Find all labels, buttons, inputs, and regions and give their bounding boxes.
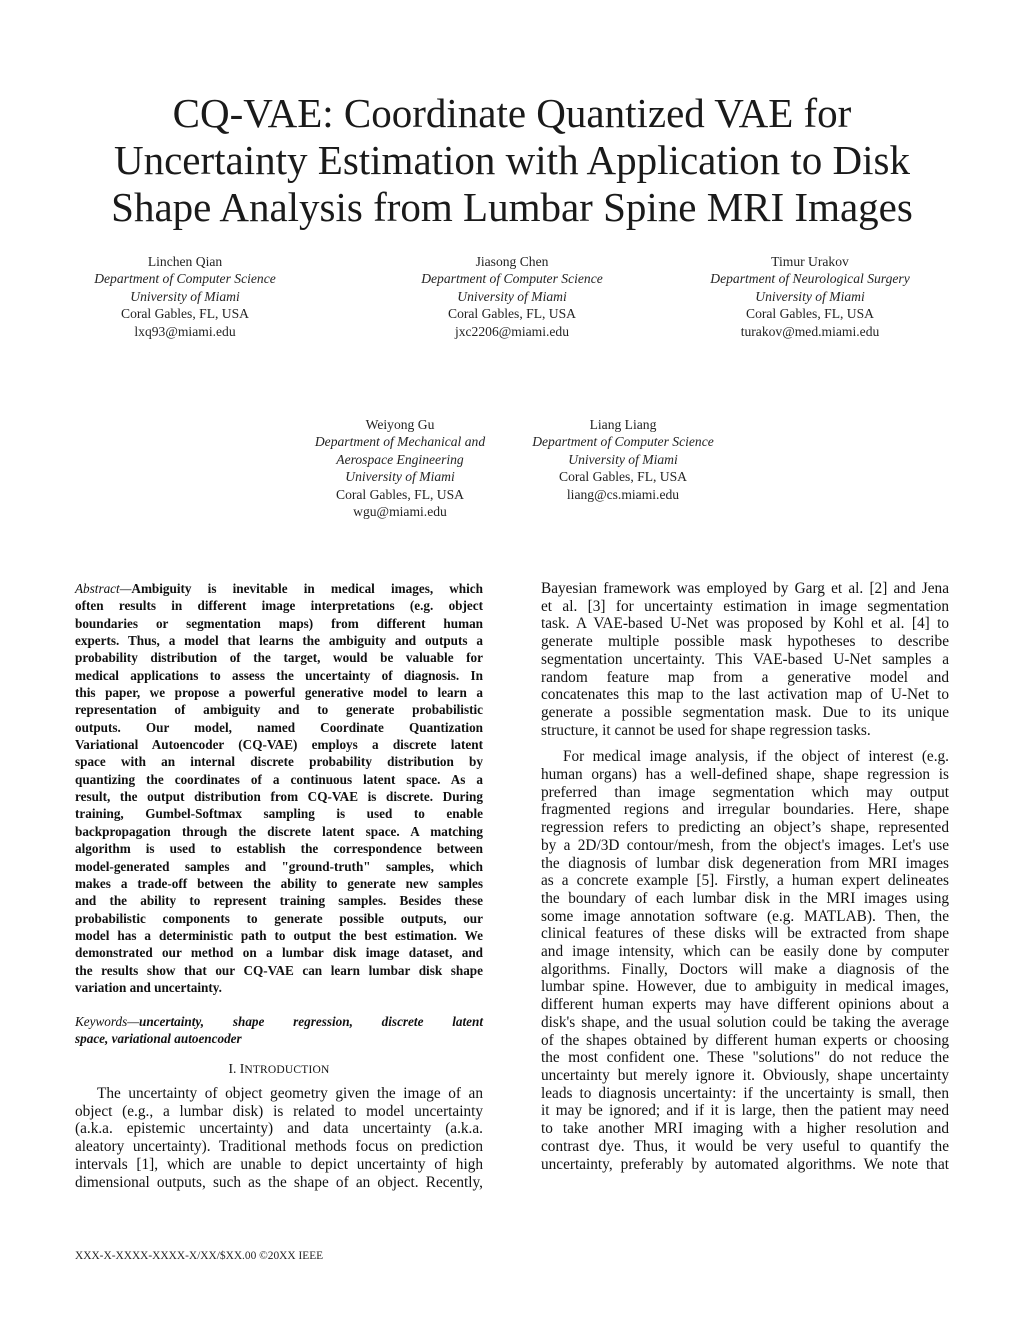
body-line: of the shapes obtained by different human experts or choosing [541, 1031, 949, 1049]
abstract-line: algorithm is used to establish the correspondence between [75, 841, 483, 857]
body-line: preferred than image segmentation which may output [541, 783, 949, 801]
body-line: dimensional outputs, such as the shape of an object. Recently, [75, 1173, 483, 1191]
body-line: uncertainty, preferably by automated algorithms. We note that [541, 1155, 949, 1173]
body-line: intervals [1], which are unable to depict uncertainty of high [75, 1155, 483, 1173]
body-line: contrast dye. Thus, it would be very useful to quantify the [541, 1137, 949, 1155]
abstract-line: result, the output distribution from CQ-VAE is discrete. During [75, 789, 483, 805]
body-line: generate a possible segmentation mask. Due to its unique [541, 703, 949, 721]
body-line: human organs) has a well-defined shape, shape regression is [541, 766, 949, 784]
abstract [75, 580, 483, 996]
abstract-line: probability distribution of the target, would be valuable for [75, 650, 483, 666]
abstract-line: training, Gumbel-Softmax sampling is used to enable [75, 806, 483, 822]
body-line: different human experts may have different opinions about a [541, 996, 949, 1014]
paragraph-related-work [541, 580, 949, 739]
body-line: the diagnosis of lumbar disk degeneration from MRI images [541, 854, 949, 872]
author-department: Department of Computer Science [94, 271, 276, 287]
body-line: to take another MRI imaging with a higher resolution and [541, 1120, 949, 1138]
author-location: Coral Gables, FL, USA [336, 486, 464, 502]
body-line: object (e.g., a lumbar disk) is related to model uncertainty [75, 1102, 483, 1120]
body-line: uncertainty but merely ignore it. Obviously, shape uncertainty [541, 1066, 949, 1084]
abstract-line: quantizing the coordinates of a continuous latent space. As a [75, 771, 483, 787]
title-line: Uncertainty Estimation with Application to Disk [114, 137, 910, 183]
body-line: and image intensity, which can be easily done by computer [541, 943, 949, 961]
body-line: Bayesian framework was employed by Garg et al. [2] and Jena [541, 580, 949, 597]
author-department: Aerospace Engineering [336, 451, 464, 467]
body-line: by a 2D/3D contour/mesh, from the object's images. Let's use [541, 836, 949, 854]
author-department: Department of Computer Science [421, 271, 603, 287]
section-title: INTRODUCTION [239, 1061, 330, 1076]
author-email: liang@cs.miami.edu [566, 486, 680, 502]
keywords [75, 1013, 483, 1048]
abstract-line: outputs. Our model, named Coordinate Quantization [75, 719, 483, 735]
body-line: disk's shape, and the usual solution could be taking the average [541, 1013, 949, 1031]
right-column [541, 580, 949, 1173]
body-line: some image annotation software (e.g. MATLAB). Then, the [541, 907, 949, 925]
author-name: Timur Urakov [771, 254, 849, 269]
body-line: regression refers to predicting an object’s shape, represented [541, 819, 949, 837]
abstract-line: representation of ambiguity and to generate probabilistic [75, 702, 483, 718]
author-block-2 [382, 253, 642, 340]
abstract-line: variation and uncertainty. [75, 979, 222, 995]
body-line: leads to diagnosis uncertainty: if the uncertainty is small, then [541, 1084, 949, 1102]
author-name: Jiasong Chen [475, 254, 549, 269]
abstract-line: probabilistic components to generate possible outputs, our [75, 910, 483, 926]
abstract-line: the results show that our CQ-VAE can learn lumbar disk shape [75, 962, 483, 978]
paragraph-shape-regression [541, 748, 949, 1173]
author-university: University of Miami [568, 451, 678, 467]
keywords-line: space, variational autoencoder [75, 1031, 242, 1047]
abstract-line: this paper, we propose a powerful generative model to learn a [75, 685, 483, 701]
body-line: as a concrete example [5]. Firstly, a human expert delineates [541, 872, 949, 890]
abstract-line: backpropagation through the discrete latent space. A matching [75, 823, 483, 839]
section-numeral: I. [228, 1061, 237, 1076]
abstract-line: experts. Thus, a model that learns the ambiguity and outputs a [75, 633, 483, 649]
author-university: University of Miami [130, 288, 240, 304]
author-location: Coral Gables, FL, USA [448, 306, 576, 322]
paper-title [60, 90, 964, 231]
author-email: jxc2206@miami.edu [454, 323, 570, 339]
abstract-line: Abstract—Ambiguity is inevitable in medical images, which [75, 581, 483, 596]
author-name: Liang Liang [589, 417, 657, 432]
body-line: generate multiple possible mask hypotheses to describe [541, 633, 949, 651]
body-line: et al. [3] for uncertainty estimation in image segmentation [541, 597, 949, 615]
author-university: University of Miami [345, 469, 455, 485]
title-line: Shape Analysis from Lumbar Spine MRI Images [111, 184, 913, 230]
introduction-paragraph [75, 1085, 483, 1191]
author-location: Coral Gables, FL, USA [559, 469, 687, 485]
author-email: turakov@med.miami.edu [740, 323, 880, 339]
author-block-4 [270, 416, 530, 520]
body-line: it may be ignored; and if it is large, then the patient may need [541, 1102, 949, 1120]
abstract-label: Abstract— [75, 581, 132, 596]
author-department: Department of Computer Science [532, 434, 714, 450]
author-location: Coral Gables, FL, USA [746, 306, 874, 322]
author-block-5 [493, 416, 753, 503]
author-email: lxq93@miami.edu [134, 323, 236, 339]
body-line: the boundary of each lumbar disk in the MRI images using [541, 889, 949, 907]
abstract-line: model has a deterministic path to output the best estimation. We [75, 927, 483, 943]
body-line: the most confident one. These "solutions" do not reduce the [541, 1049, 949, 1067]
author-name: Weiyong Gu [365, 417, 435, 432]
keywords-line: Keywords—uncertainty, shape regression, discrete latent [75, 1014, 483, 1029]
author-email: wgu@miami.edu [353, 504, 447, 520]
abstract-line: demonstrated our method on a lumbar disk image dataset, and [75, 945, 483, 961]
author-block-3 [680, 253, 940, 340]
abstract-line: model-generated samples and "ground-truth" samples, which [75, 858, 483, 874]
body-line: fragmented regions and irregular boundaries. Here, shape [541, 801, 949, 819]
author-block-1 [55, 253, 315, 340]
section-heading-introduction [75, 1060, 483, 1079]
body-line: random feature map from a generative model and [541, 668, 949, 686]
copyright-footer: XXX-X-XXXX-XXXX-X/XX/$XX.00 ©20XX IEEE [75, 1250, 324, 1262]
abstract-line: space with an internal discrete probability distribution by [75, 754, 483, 770]
body-line: For medical image analysis, if the object of interest (e.g. [563, 748, 949, 766]
author-department: Department of Neurological Surgery [710, 271, 910, 287]
abstract-line: often results in different image interpretations (e.g. object [75, 598, 483, 614]
body-line: algorithms. Finally, Doctors will make a diagnosis of the [541, 960, 949, 978]
body-line: task. A VAE-based U-Net was proposed by Kohl et al. [4] to [541, 615, 949, 633]
keywords-label: Keywords— [75, 1014, 139, 1029]
abstract-line: medical applications to assess the uncertainty of diagnosis. In [75, 667, 483, 683]
body-line: clinical features of these disks will be extracted from shape [541, 925, 949, 943]
body-line: segmentation uncertainty. This VAE-based U-Net samples a [541, 650, 949, 668]
body-line: structure, it cannot be used for shape regression tasks. [541, 721, 871, 739]
author-name: Linchen Qian [147, 254, 223, 269]
title-line: CQ-VAE: Coordinate Quantized VAE for [172, 90, 852, 136]
author-university: University of Miami [457, 288, 567, 304]
body-line: The uncertainty of object geometry given the image of an [97, 1085, 483, 1102]
body-line: aleatory uncertainty). Traditional methods focus on prediction [75, 1138, 483, 1156]
author-university: University of Miami [755, 288, 865, 304]
author-department: Department of Mechanical and [314, 434, 486, 450]
body-line: concatenates this map to the last activation map of U-Net to [541, 686, 949, 704]
abstract-line: boundaries or segmentation maps) from different human [75, 615, 483, 631]
author-location: Coral Gables, FL, USA [121, 306, 249, 322]
body-line: (a.k.a. epistemic uncertainty) and data uncertainty (a.k.a. [75, 1120, 483, 1138]
abstract-line: Variational Autoencoder (CQ-VAE) employs a discrete latent [75, 737, 483, 753]
abstract-line: and the ability to represent training samples. Besides these [75, 893, 483, 909]
body-line: lumbar spine. However, due to ambiguity in medical images, [541, 978, 949, 996]
abstract-line: makes a trade-off between the ability to generate new samples [75, 875, 483, 891]
